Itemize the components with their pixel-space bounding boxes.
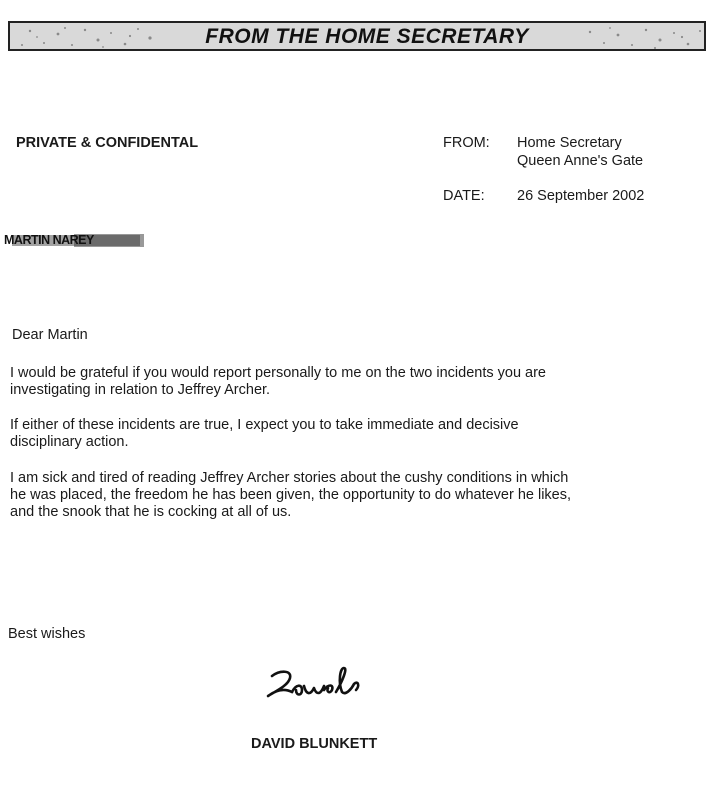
from-label: FROM:	[443, 135, 490, 151]
signatory-name: DAVID BLUNKETT	[251, 736, 378, 752]
body-paragraph-1: I would be grateful if you would report personally to me on the two incidents you are investigating in relation to Jeffrey Archer.	[10, 365, 546, 398]
body-paragraph-3: I am sick and tired of reading Jeffrey Archer stories about the cushy conditions in which he was placed, the freedom he has been given, the opportunity to do whatever he likes, and the snook that he is cocking at all of us.	[10, 470, 572, 520]
handwritten-signature	[262, 662, 374, 704]
body-paragraph-2: If either of these incidents are true, I expect you to take immediate and decisive disciplinary action.	[10, 417, 519, 450]
recipient-name: MARTIN NAREY	[4, 233, 94, 247]
sender-title: Home Secretary	[517, 135, 622, 151]
letterhead-banner	[8, 21, 706, 51]
classification-label: PRIVATE & CONFIDENTAL	[16, 135, 199, 151]
recipient-name-redacted	[4, 232, 146, 248]
salutation: Dear Martin	[12, 327, 88, 343]
sender-address: Queen Anne's Gate	[517, 153, 644, 169]
closing: Best wishes	[8, 626, 86, 642]
date-value: 26 September 2002	[517, 188, 645, 204]
letterhead-title: FROM THE HOME SECRETARY	[205, 25, 529, 48]
date-label: DATE:	[443, 188, 485, 204]
